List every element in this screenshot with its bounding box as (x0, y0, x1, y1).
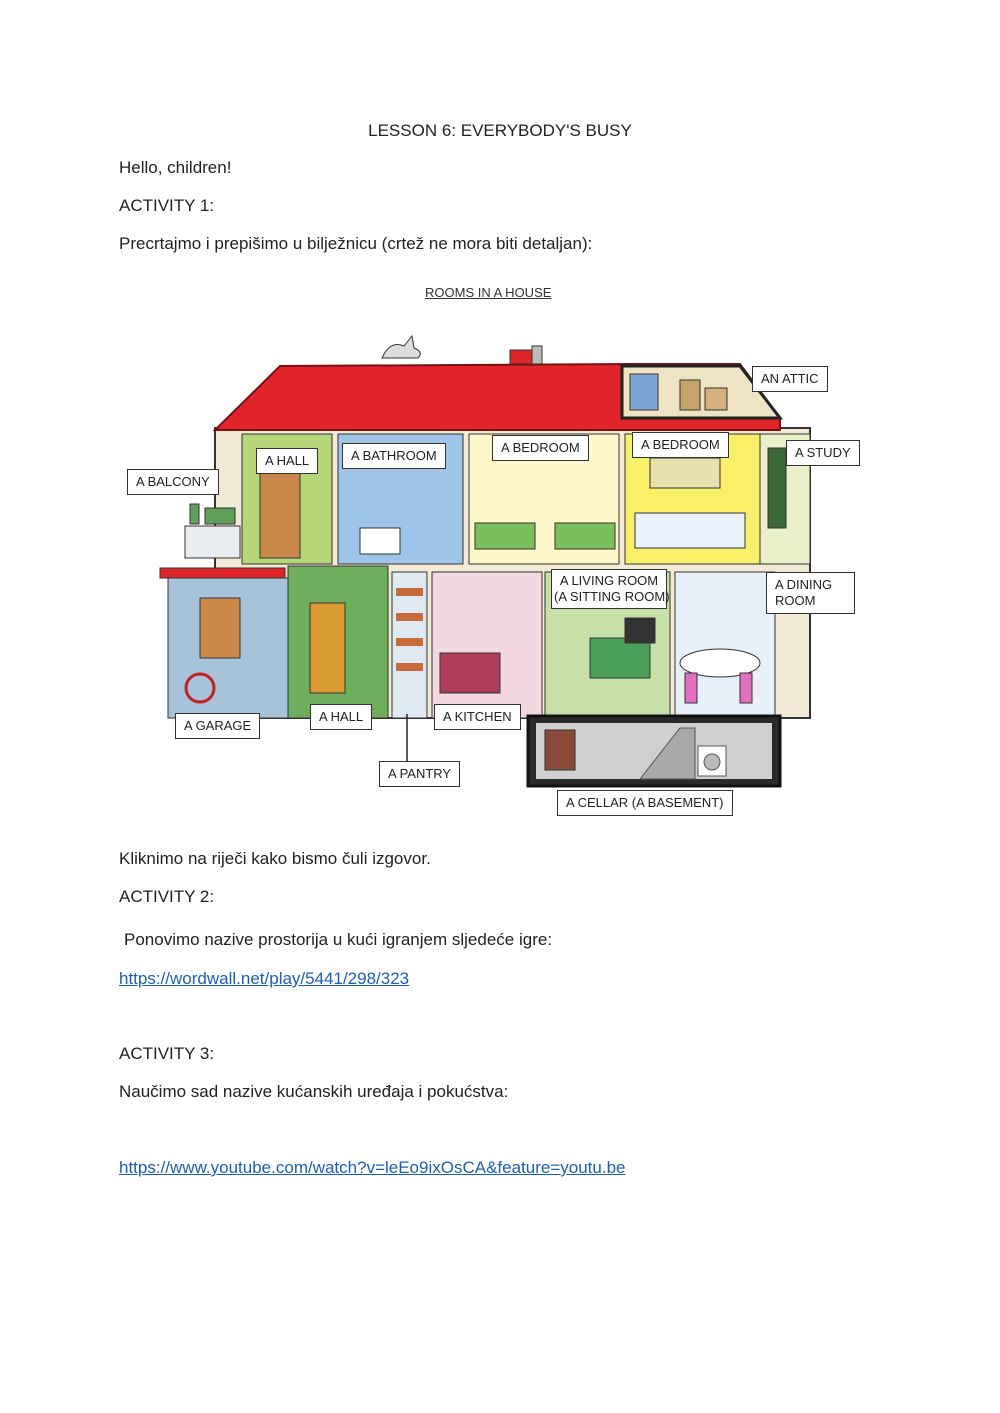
activity1-note: Kliknimo na riječi kako bismo čuli izgovor. (119, 849, 431, 868)
youtube-link[interactable]: https://www.youtube.com/watch?v=leEo9ixOsCA&feature=youtu.be (119, 1158, 626, 1177)
label-bedroom-1[interactable]: A BEDROOM (492, 435, 589, 461)
greeting: Hello, children! (119, 158, 232, 177)
label-living-room[interactable] (551, 569, 670, 609)
label-living-room-line2: (A SITTING ROOM) (554, 589, 670, 604)
kitchen-room (432, 572, 542, 718)
label-bedroom-2[interactable]: A BEDROOM (632, 432, 729, 458)
label-cellar[interactable]: A CELLAR (A BASEMENT) (557, 790, 733, 816)
label-garage[interactable]: A GARAGE (175, 713, 260, 739)
label-study[interactable]: A STUDY (786, 440, 860, 466)
label-pantry[interactable]: A PANTRY (379, 761, 460, 787)
label-attic[interactable]: AN ATTIC (752, 366, 828, 392)
label-kitchen[interactable]: A KITCHEN (434, 704, 521, 730)
activity1-heading: ACTIVITY 1: (119, 196, 215, 215)
label-bathroom[interactable]: A BATHROOM (342, 443, 446, 469)
house-illustration (120, 268, 880, 828)
label-balcony[interactable]: A BALCONY (127, 469, 219, 495)
activity2-heading: ACTIVITY 2: (119, 887, 215, 906)
wordwall-link[interactable]: https://wordwall.net/play/5441/298/323 (119, 969, 410, 988)
activity3-heading: ACTIVITY 3: (119, 1044, 215, 1063)
label-dining-room[interactable]: A DINING ROOM (766, 572, 855, 614)
page-title: LESSON 6: EVERYBODY'S BUSY (368, 121, 632, 140)
label-hall-lower[interactable]: A HALL (310, 704, 372, 730)
activity2-instruction: Ponovimo nazive prostorija u kući igranjem sljedeće igre: (124, 930, 553, 949)
cat-drawing (382, 336, 420, 358)
label-hall-upper[interactable]: A HALL (256, 448, 318, 474)
activity3-instruction: Naučimo sad nazive kućanskih uređaja i pokućstva: (119, 1082, 509, 1101)
activity1-instruction: Precrtajmo i prepišimo u bilježnicu (crtež ne mora biti detaljan): (119, 234, 593, 253)
label-living-room-line1: A LIVING ROOM (559, 573, 659, 588)
figure-title: ROOMS IN A HOUSE (425, 285, 552, 300)
